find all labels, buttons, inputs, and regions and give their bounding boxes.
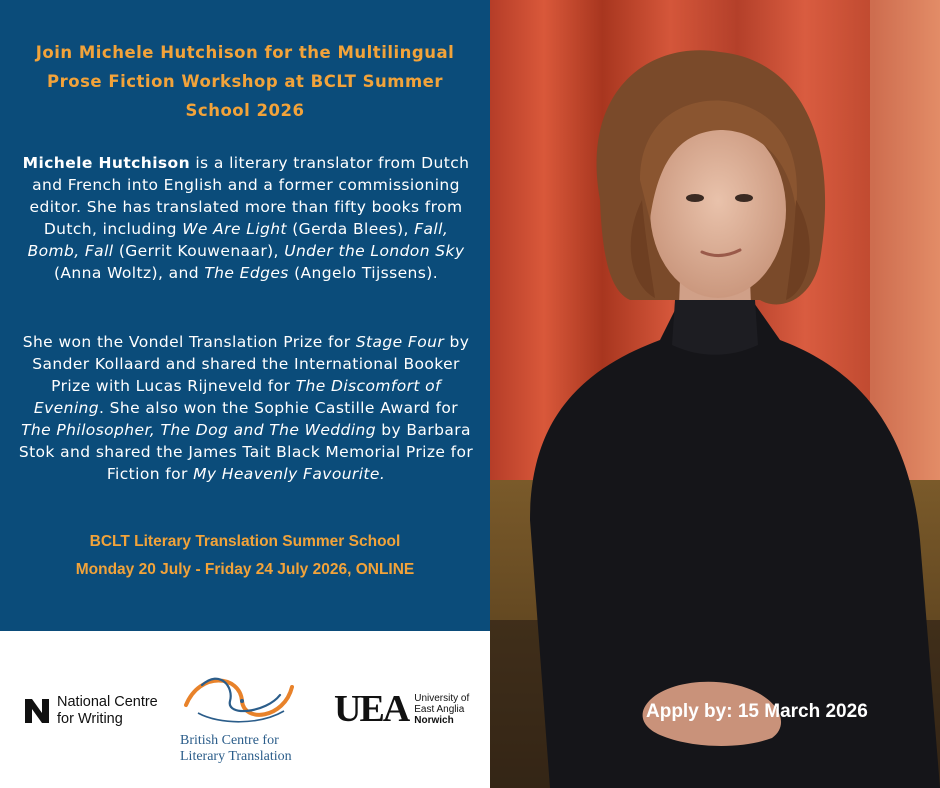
book-title: The Discomfort of Evening xyxy=(33,377,441,417)
uea-wordmark: UEA xyxy=(334,688,409,730)
uea-logo xyxy=(334,688,470,730)
bio-text: by Sander Kollaard and shared the International Booker Prize with Lucas Rijneveld for xyxy=(32,333,470,395)
ncw-logo xyxy=(24,694,158,728)
uea-name-line3: Norwich xyxy=(414,714,454,726)
partner-logos xyxy=(0,631,490,788)
bio-text: (Gerda Blees), xyxy=(286,220,415,238)
uea-name-line2: East Anglia xyxy=(414,703,465,715)
translator-name: Michele Hutchison xyxy=(22,154,191,172)
book-title: Fall, Bomb, Fall xyxy=(27,220,449,260)
book-title: The Edges xyxy=(204,264,289,282)
book-title: We Are Light xyxy=(182,220,287,238)
book-title: My Heavenly Favourite. xyxy=(193,465,386,483)
book-title: Stage Four xyxy=(355,333,445,351)
portrait-illustration xyxy=(490,0,940,788)
bio-paragraph-2 xyxy=(18,331,474,485)
bio-text: (Anna Woltz), and xyxy=(53,264,205,282)
event-details xyxy=(0,528,490,584)
bio-text: (Angelo Tijssens). xyxy=(288,264,439,282)
bio-text: by Barbara Stok and shared the James Tait Black Memorial Prize for Fiction for xyxy=(18,421,474,483)
bclt-name-line2: Literary Translation xyxy=(180,749,292,764)
bio-text: is a literary translator from Dutch and French into English and a former commissioning editor. She has translated more than fifty books from Dutch, including xyxy=(29,154,470,238)
ncw-name-line2: for Writing xyxy=(57,711,123,727)
uea-name-line1: University of xyxy=(414,692,470,704)
apply-deadline: Apply by: 15 March 2026 xyxy=(646,701,868,722)
ncw-name-line1: National Centre xyxy=(57,694,158,710)
ncw-n-icon xyxy=(24,698,50,724)
bio-paragraph-1 xyxy=(18,152,474,284)
bclt-name-line1: British Centre for xyxy=(180,733,279,748)
event-heading: Join Michele Hutchison for the Multilingual Prose Fiction Workshop at BCLT Summer School 2026 xyxy=(35,43,455,120)
bio-text: She won the Vondel Translation Prize for xyxy=(22,333,356,351)
portrait-photo xyxy=(490,0,940,788)
bio-text: . She also won the Sophie Castille Award for xyxy=(99,399,459,417)
bclt-swirl-icon xyxy=(180,665,300,727)
event-title: BCLT Literary Translation Summer School xyxy=(89,533,401,550)
book-title: The Philosopher, The Dog and The Wedding xyxy=(21,421,376,439)
text-panel xyxy=(0,0,490,631)
bio-text: (Gerrit Kouwenaar), xyxy=(113,242,285,260)
book-title: Under the London Sky xyxy=(284,242,465,260)
bclt-logo xyxy=(180,665,310,765)
event-dates: Monday 20 July - Friday 24 July 2026, ONLINE xyxy=(75,561,415,578)
